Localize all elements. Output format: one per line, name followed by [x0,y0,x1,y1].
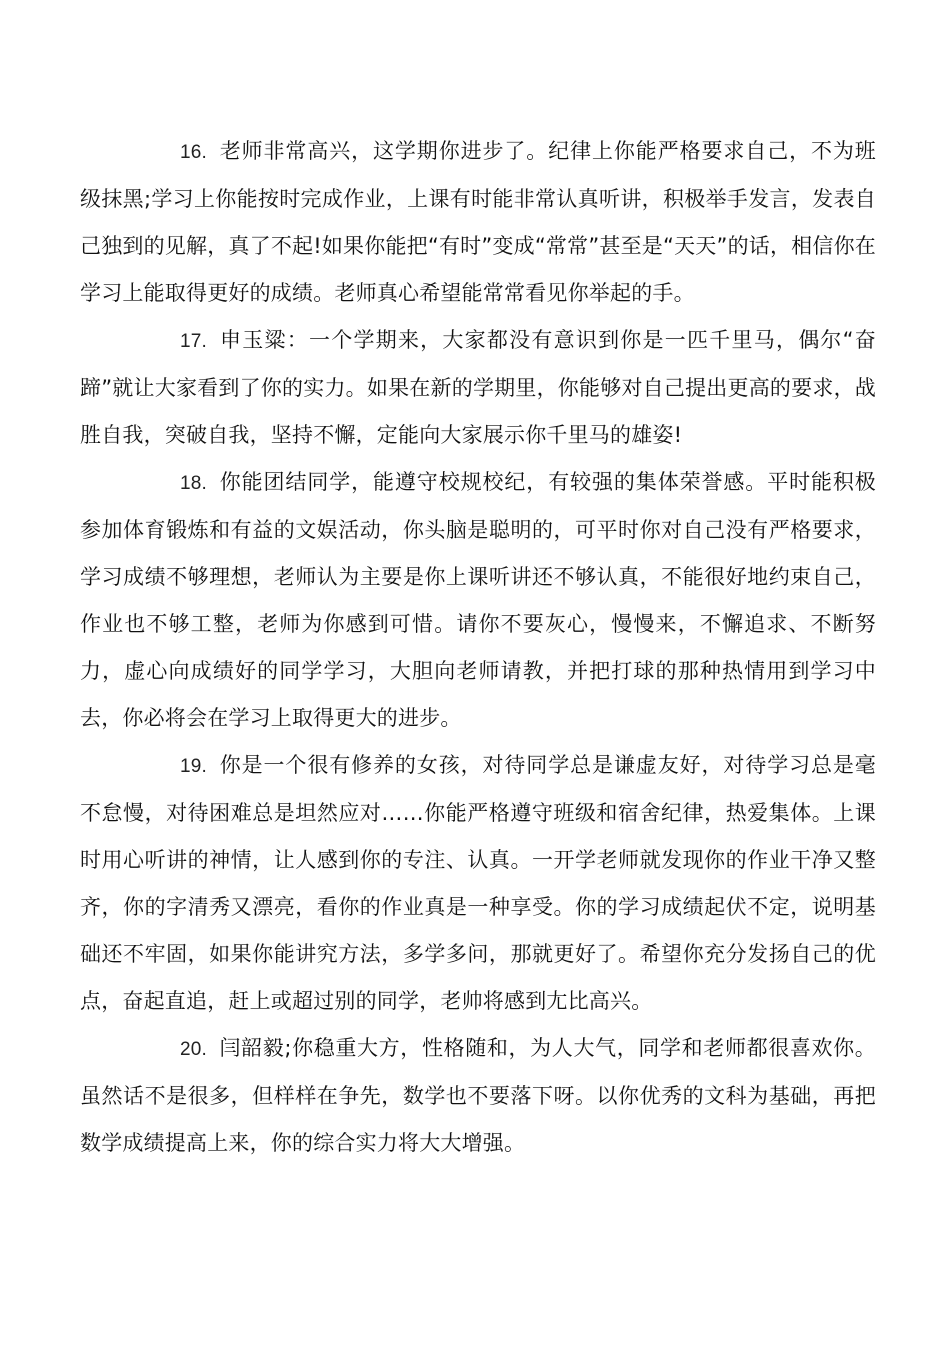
paragraph-text: 申玉粱：一个学期来，大家都没有意识到你是一匹千里马，偶尔“奋蹄”就让大家看到了你的实力。如果在新的学期里，你能够对自己提出更高的要求，战胜自我，突破自我，坚持不懈，定能向大家展示你千里马的雄姿! [80,328,876,447]
comment-paragraph-18 [80,459,876,742]
comment-paragraph-16 [80,128,876,317]
paragraph-number: 20. [180,1039,208,1060]
paragraph-number: 17. [180,331,208,352]
document-body [80,128,876,1167]
paragraph-text: 你能团结同学，能遵守校规校纪，有较强的集体荣誉感。平时能积极参加体育锻炼和有益的文娱活动，你头脑是聪明的，可平时你对自己没有严格要求，学习成绩不够理想，老师认为主要是你上课听讲还不够认真，不能很好地约束自己，作业也不够工整，老师为你感到可惜。请你不要灰心，慢慢来，不懈追求、不断努力，虚心向成绩好的同学学习，大胆向老师请教，并把打球的那种热情用到学习中去，你必将会在学习上取得更大的进步。 [80,470,876,730]
comment-paragraph-20 [80,1025,876,1167]
paragraph-number: 19. [180,756,208,777]
paragraph-text: 你是一个很有修养的女孩，对待同学总是谦虚友好，对待学习总是毫不怠慢，对待困难总是坦然应对……你能严格遵守班级和宿舍纪律，热爱集体。上课时用心听讲的神情，让人感到你的专注、认真。一开学老师就发现你的作业干净又整齐，你的字清秀又漂亮，看你的作业真是一种享受。你的学习成绩起伏不定，说明基础还不牢固，如果你能讲究方法，多学多问，那就更好了。希望你充分发扬自己的优点，奋起直追，赶上或超过别的同学，老帅将感到尢比高兴。 [80,753,876,1013]
paragraph-number: 16. [180,142,208,163]
comment-paragraph-17 [80,317,876,459]
comment-paragraph-19 [80,742,876,1025]
paragraph-text: 老师非常高兴，这学期你进步了。纪律上你能严格要求自己，不为班级抹黑;学习上你能按时完成作业，上课有时能非常认真听讲，积极举手发言，发表自己独到的见解，真了不起!如果你能把“有时”变成“常常”甚至是“天天”的话，相信你在学习上能取得更好的成绩。老师真心希望能常常看见你举起的手。 [80,139,876,305]
paragraph-number: 18. [180,473,208,494]
paragraph-text: 闫韶毅;你稳重大方，性格随和，为人大气，同学和老师都很喜欢你。虽然话不是很多，但样样在争先，数学也不要落下呀。以你优秀的文科为基础，再把数学成绩提高上来，你的综合实力将大大增强。 [80,1036,876,1155]
